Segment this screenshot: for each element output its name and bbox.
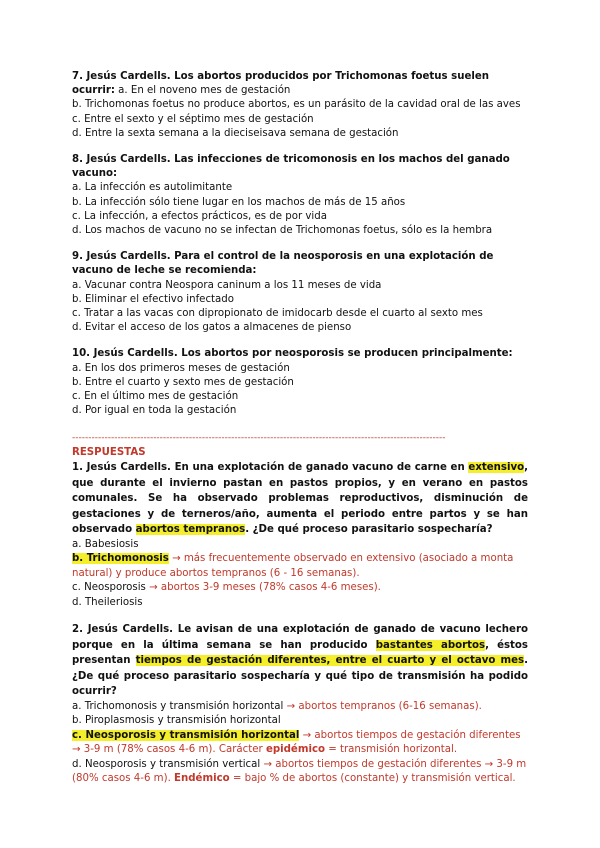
question-option: a. En el noveno mes de gestación: [114, 85, 291, 97]
explanation-note: → abortos tiempos de gestación diferentes → 3-9 m (80% casos 4-6 m).: [72, 758, 527, 785]
explanation-note: → abortos 3-9 meses (78% casos 4-6 meses).: [145, 582, 381, 594]
explanation-note: → abortos tempranos (6-16 semanas).: [283, 700, 482, 712]
question-7: [72, 70, 528, 141]
option-label: c. Neosporosis: [72, 582, 146, 594]
answer-option-correct: [72, 552, 528, 581]
answer-2: [72, 622, 528, 787]
question-option: a. En los dos primeros meses de gestación: [72, 362, 290, 374]
question-title: 10. Jesús Cardells. Los abortos por neosporosis se producen principalmente:: [72, 348, 513, 360]
correct-label: c. Neosporosis y transmisión horizontal: [72, 729, 300, 741]
correct-label: b. Trichomonosis: [72, 553, 169, 565]
text-segment: 2. Jesús Cardells. Le avisan de una explotación de ganado de vacuno lechero porque en la última semana se han producido: [72, 624, 528, 651]
question-option: d. Los machos de vacuno no se infectan de Trichomonas foetus, sólo es la hembra: [72, 225, 493, 237]
explanation-note: = transmisión horizontal.: [324, 744, 458, 756]
answer-option: d. Theileriosis: [72, 596, 143, 608]
question-title: 7. Jesús Cardells. Los abortos producidos por Trichomonas foetus suelen ocurrir:: [72, 71, 490, 97]
question-option: b. Eliminar el efectivo infectado: [72, 293, 234, 305]
highlight: bastantes abortos: [375, 639, 486, 651]
question-8: [72, 153, 528, 238]
document-page: [72, 70, 528, 799]
question-option: d. Por igual en toda la gestación: [72, 405, 237, 417]
answer-option: b. Piroplasmosis y transmisión horizontal: [72, 715, 281, 727]
option-label: a. Trichomonosis y transmisión horizontal: [72, 700, 284, 712]
highlight: extensivo: [468, 462, 525, 474]
question-option: b. Trichomonas foetus no produce abortos, es un parásito de la cavidad oral de las aves: [72, 99, 521, 111]
highlight: tiempos de gestación diferentes, entre el cuarto y el octavo mes: [135, 655, 525, 667]
text-segment: . ¿De qué proceso parasitario sospecharía y qué tipo de transmisión ha podido ocurrir?: [72, 655, 528, 698]
answer-option: [72, 700, 528, 715]
option-label: d. Neosporosis y transmisión vertical: [72, 758, 261, 770]
question-option: b. Entre el cuarto y sexto mes de gestación: [72, 376, 294, 388]
question-option: c. La infección, a efectos prácticos, es de por vida: [72, 210, 327, 222]
question-9: [72, 250, 528, 335]
question-option: c. Tratar a las vacas con dipropionato de imidocarb desde el cuarto al sexto mes: [72, 308, 483, 320]
explanation-note: → más frecuentemente observado en extensivo (asociado a monta natural) y produce abortos tempranos (6 - 16 semanas).: [72, 553, 514, 579]
text-segment: 1. Jesús Cardells. En una explotación de ganado vacuno de carne en: [72, 462, 469, 474]
question-option: a. La infección es autolimitante: [72, 182, 233, 194]
explanation-keyword: epidémico: [265, 744, 325, 756]
answer-1: [72, 460, 528, 610]
answer-option-correct: [72, 729, 528, 758]
explanation-keyword: Endémico: [174, 773, 230, 785]
question-title: 8. Jesús Cardells. Las infecciones de tricomonosis en los machos del ganado vacuno:: [72, 154, 510, 180]
question-option: d. Entre la sexta semana a la dieciseisava semana de gestación: [72, 127, 399, 139]
explanation-note: → abortos tiempos de gestación diferentes → 3-9 m (78% casos 4-6 m). Carácter: [72, 729, 521, 756]
answers-heading: RESPUESTAS: [72, 447, 146, 459]
explanation-note: = bajo % de abortos (constante) y transmisión vertical.: [229, 773, 516, 785]
question-option: c. En el último mes de gestación: [72, 391, 239, 403]
text-segment: , que durante el invierno pastan en pastos propios, y en verano en pastos comunales. Se ha observado problemas reproductivos, disminución de gestaciones y de terneros/año, aumenta el periodo entre partos y se han observado: [72, 462, 528, 536]
answer-question-text: [72, 460, 528, 537]
question-option: b. La infección sólo tiene lugar en los machos de más de 15 años: [72, 196, 406, 208]
answer-question-text: [72, 622, 528, 699]
section-divider: -------------------------------------------------------------------------------------------------------------------: [72, 433, 446, 444]
answer-option: [72, 758, 528, 787]
answer-option: [72, 581, 528, 596]
question-option: c. Entre el sexto y el séptimo mes de gestación: [72, 113, 314, 125]
question-option: a. Vacunar contra Neospora caninum a los 11 meses de vida: [72, 279, 382, 291]
text-segment: , éstos presentan: [72, 639, 528, 667]
question-option: d. Evitar el acceso de los gatos a almacenes de pienso: [72, 322, 352, 334]
text-segment: . ¿De qué proceso parasitario sospecharía?: [245, 524, 493, 536]
question-title: 9. Jesús Cardells. Para el control de la neosporosis en una explotación de vacuno de leche se recomienda:: [72, 251, 494, 277]
question-10: [72, 347, 528, 418]
highlight: abortos tempranos: [135, 524, 246, 536]
answer-option: a. Babesiosis: [72, 538, 139, 550]
